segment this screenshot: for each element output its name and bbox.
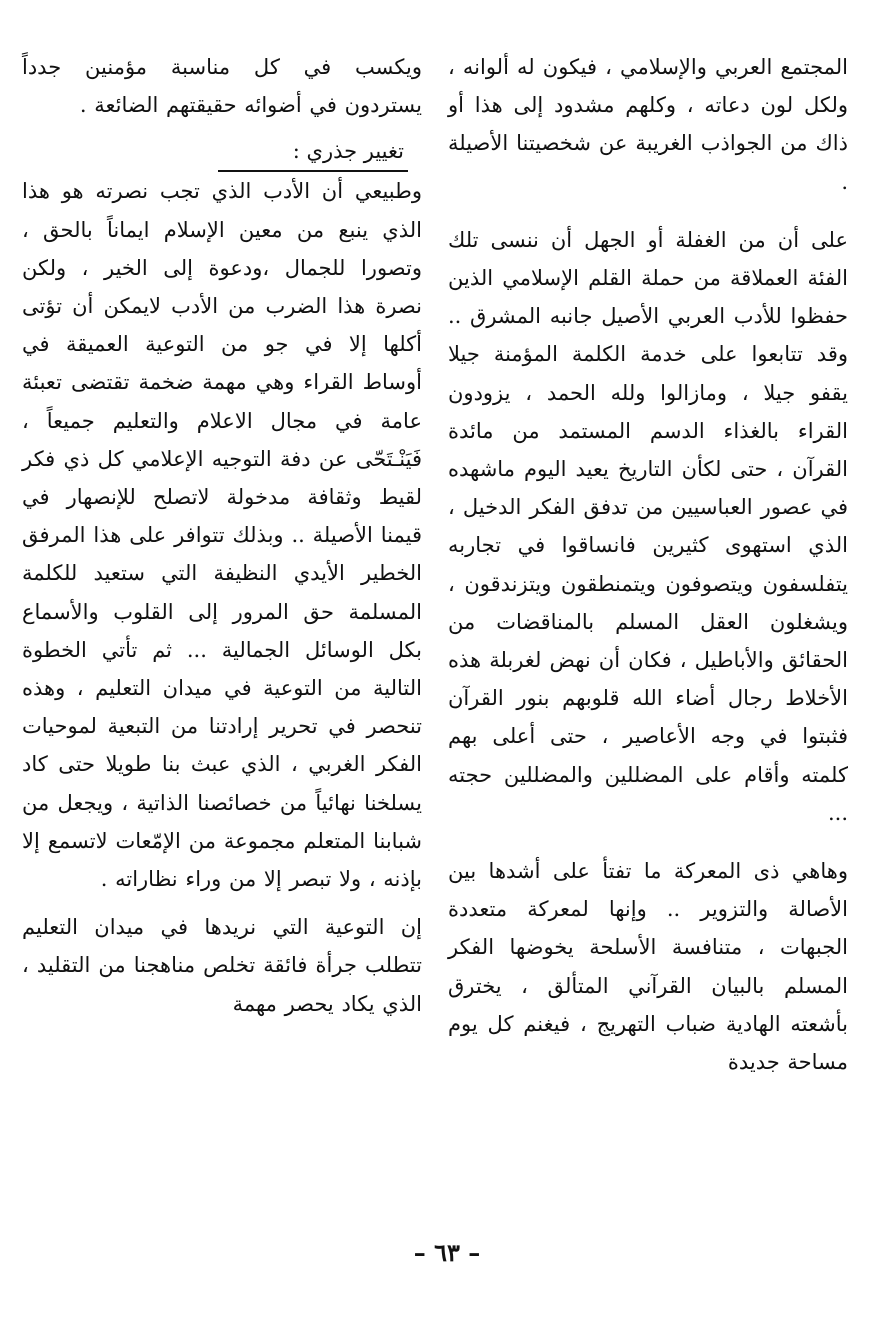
left-intro-paragraph: ويكسب في كل مناسبة مؤمنين جدداً يستردون في أضوائه حقيقتهم الضائعة .	[22, 55, 422, 118]
section-heading: تغيير جذري :	[292, 139, 404, 164]
page-number: – ٦٣ –	[413, 1238, 481, 1267]
left-paragraph-2: إن التوعية التي نريدها في ميدان التعليم تتطلب جرأة فائقة تخلص مناهجنا من التقليد ، الذي يكاد يحصر مهمة	[22, 915, 422, 1016]
left-paragraph-1: وطبيعي أن الأدب الذي تجب نصرته هو هذا الذي ينبع من معين الإسلام ايماناً بالحق ، وتصورا للجمال ،ودعوة إلى الخير ، ولكن نصرة هذا الضرب من الأدب لايمكن أن تؤتى أكلها إلا في جو من التوعية العميقة في أوساط القراء وهي مهمة ضخمة تقتضى تعبئة عامة في مجال الاعلام والتعليم جميعاً ، فَيَنْـتَحّى عن دفة التوجيه الإعلامي كل ذي فكر لقيط وثقافة مدخولة لاتصلح للإنصهار في قيمنا الأصيلة .. وبذلك تتوافر على هذا المرفق الخطير الأيدي النظيفة التي ستعيد للكلمة المسلمة حق المرور إلى القلوب والأسماع بكل الوسائل الجمالية ... ثم تأتي الخطوة التالية من التوعية في ميدان التعليم ، وهذه تنحصر في تحرير إرادتنا من التبعية لموحيات الفكر الغربي ، الذي عبث بنا طويلا حتى كاد يسلخنا نهائياً من خصائصنا الذاتية ، ويجعل من شبابنا المتعلم مجموعة من الإمّعات لاتسمع إلا بإذنه ، ولا تبصر إلا من وراء نظاراته .	[22, 179, 422, 892]
right-paragraph-1: المجتمع العربي والإسلامي ، فيكون له ألوانه ، ولكل لون دعاته ، وكلهم مشدود إلى هذا أو ذاك من الجواذب الغريبة عن شخصيتنا الأصيلة .	[448, 55, 848, 194]
right-paragraph-3: وهاهي ذى المعركة ما تفتأ على أشدها بين الأصالة والتزوير .. وإنها لمعركة متعددة الجبهات ، متنافسة الأسلحة يخوضها الفكر المسلم بالبيان القرآني المتألق ، يخترق بأشعته الهادية ضباب التهريج ، فيغنم كل يوم مساحة جديدة	[448, 859, 848, 1075]
right-column	[448, 48, 848, 1081]
left-column	[22, 48, 422, 1023]
right-paragraph-2: على أن من الغفلة أو الجهل أن ننسى تلك الفئة العملاقة من حملة القلم الإسلامي الذين حفظوا للأدب العربي الأصيل جانبه المشرق .. وقد تتابعوا على خدمة الكلمة المؤمنة جيلا يقفو جيلا ، ومازالوا ولله الحمد ، يزودون القراء بالغذاء الدسم المستمد من مائدة القرآن ، حتى لكأن التاريخ يعيد اليوم ماشهده في عصور العباسيين من تدفق الفكر الدخيل ، الذي استهوى كثيرين فانساقوا في تجاربه يتفلسفون ويتصوفون ويتمنطقون ويتزندقون ، ويشغلون العقل المسلم بالمناقضات من الحقائق والأباطيل ، فكان أن نهض لغربلة هذه الأخلاط رجال أضاء الله قلوبهم بنور القرآن فثبتوا في وجه الأعاصير ، حتى أعلى بهم كلمته وأقام على المضللين والمضللين حجته ...	[448, 227, 848, 825]
